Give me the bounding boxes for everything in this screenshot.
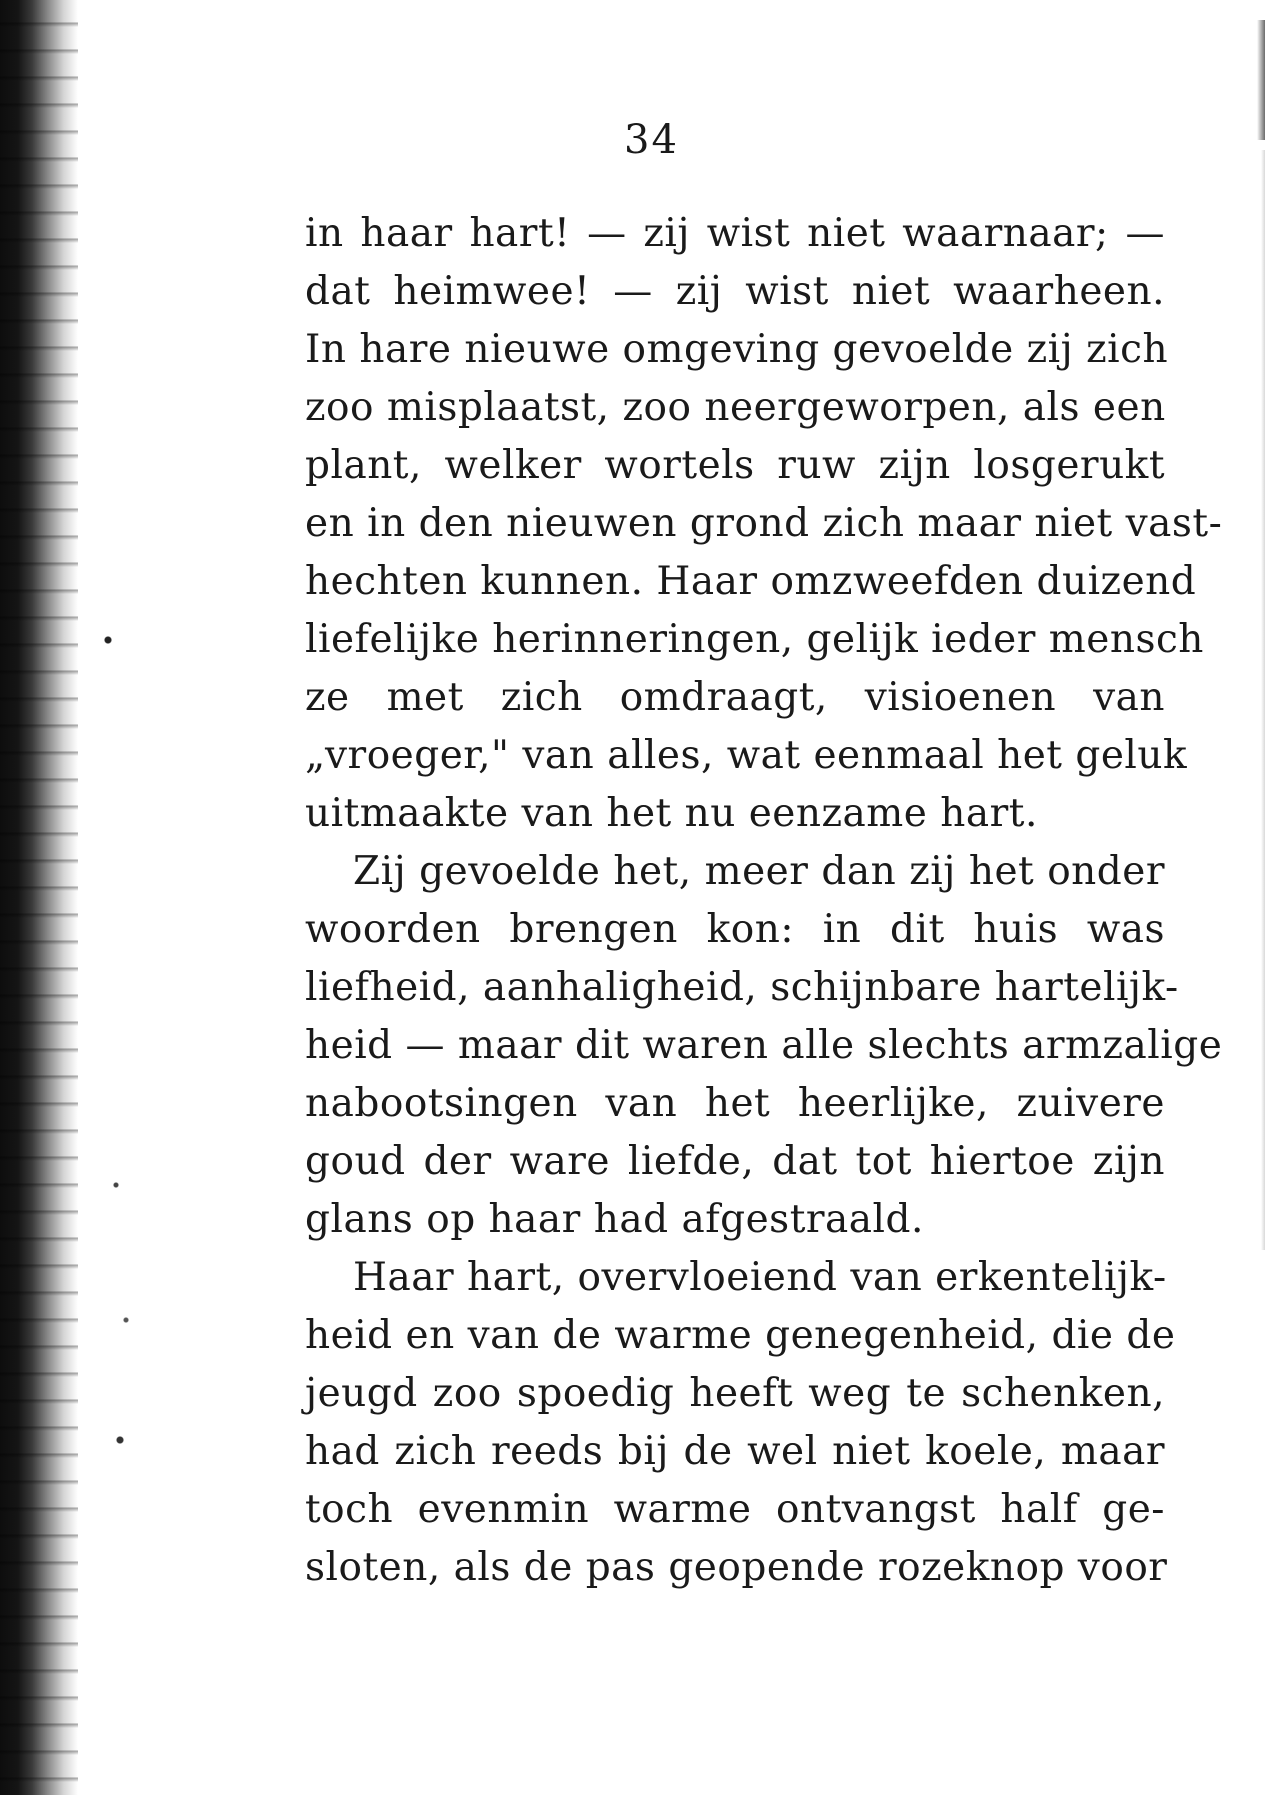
text-line: ze met zich omdraagt, visioenen van xyxy=(305,675,1165,720)
text-line: woorden brengen kon: in dit huis was xyxy=(305,907,1165,952)
text-line: jeugd zoo spoedig heeft weg te schenken, xyxy=(305,1371,1165,1416)
text-line: dat heimwee! — zij wist niet waarheen. xyxy=(305,269,1165,314)
scan-specks xyxy=(78,0,138,1795)
text-line: Zij gevoelde het, meer dan zij het onder xyxy=(353,849,1165,894)
text-line: liefheid, aanhaligheid, schijnbare hartelijk- xyxy=(305,965,1179,1010)
text-line: nabootsingen van het heerlijke, zuivere xyxy=(305,1081,1165,1126)
text-line: sloten, als de pas geopende rozeknop voor xyxy=(305,1545,1168,1590)
text-line: in haar hart! — zij wist niet waarnaar; — xyxy=(305,211,1165,256)
text-line: Haar hart, overvloeiend van erkentelijk- xyxy=(353,1255,1167,1300)
page-number: 34 xyxy=(624,117,679,163)
text-line: liefelijke herinneringen, gelijk ieder mensch xyxy=(305,617,1204,662)
text-line: en in den nieuwen grond zich maar niet vast- xyxy=(305,501,1223,546)
text-line: had zich reeds bij de wel niet koele, maar xyxy=(305,1429,1165,1474)
text-line: glans op haar had afgestraald. xyxy=(305,1197,924,1242)
text-line: heid en van de warme genegenheid, die de xyxy=(305,1313,1176,1358)
text-line: heid — maar dit waren alle slechts armzalige xyxy=(305,1023,1223,1068)
text-line: hechten kunnen. Haar omzweefden duizend xyxy=(305,559,1197,604)
text-line: goud der ware liefde, dat tot hiertoe zijn xyxy=(305,1139,1165,1184)
text-line: zoo misplaatst, zoo neergeworpen, als een xyxy=(305,385,1166,430)
binding-shadow xyxy=(0,0,78,1795)
text-line: toch evenmin warme ontvangst half ge- xyxy=(305,1487,1165,1532)
text-line: uitmaakte van het nu eenzame hart. xyxy=(305,791,1038,836)
text-line: plant, welker wortels ruw zijn losgerukt xyxy=(305,443,1165,488)
right-page-edge-faint xyxy=(1261,150,1265,1250)
text-line: In hare nieuwe omgeving gevoelde zij zich xyxy=(305,327,1169,372)
text-line: „vroeger," van alles, wat eenmaal het geluk xyxy=(305,733,1188,778)
body-text xyxy=(305,205,1223,1597)
